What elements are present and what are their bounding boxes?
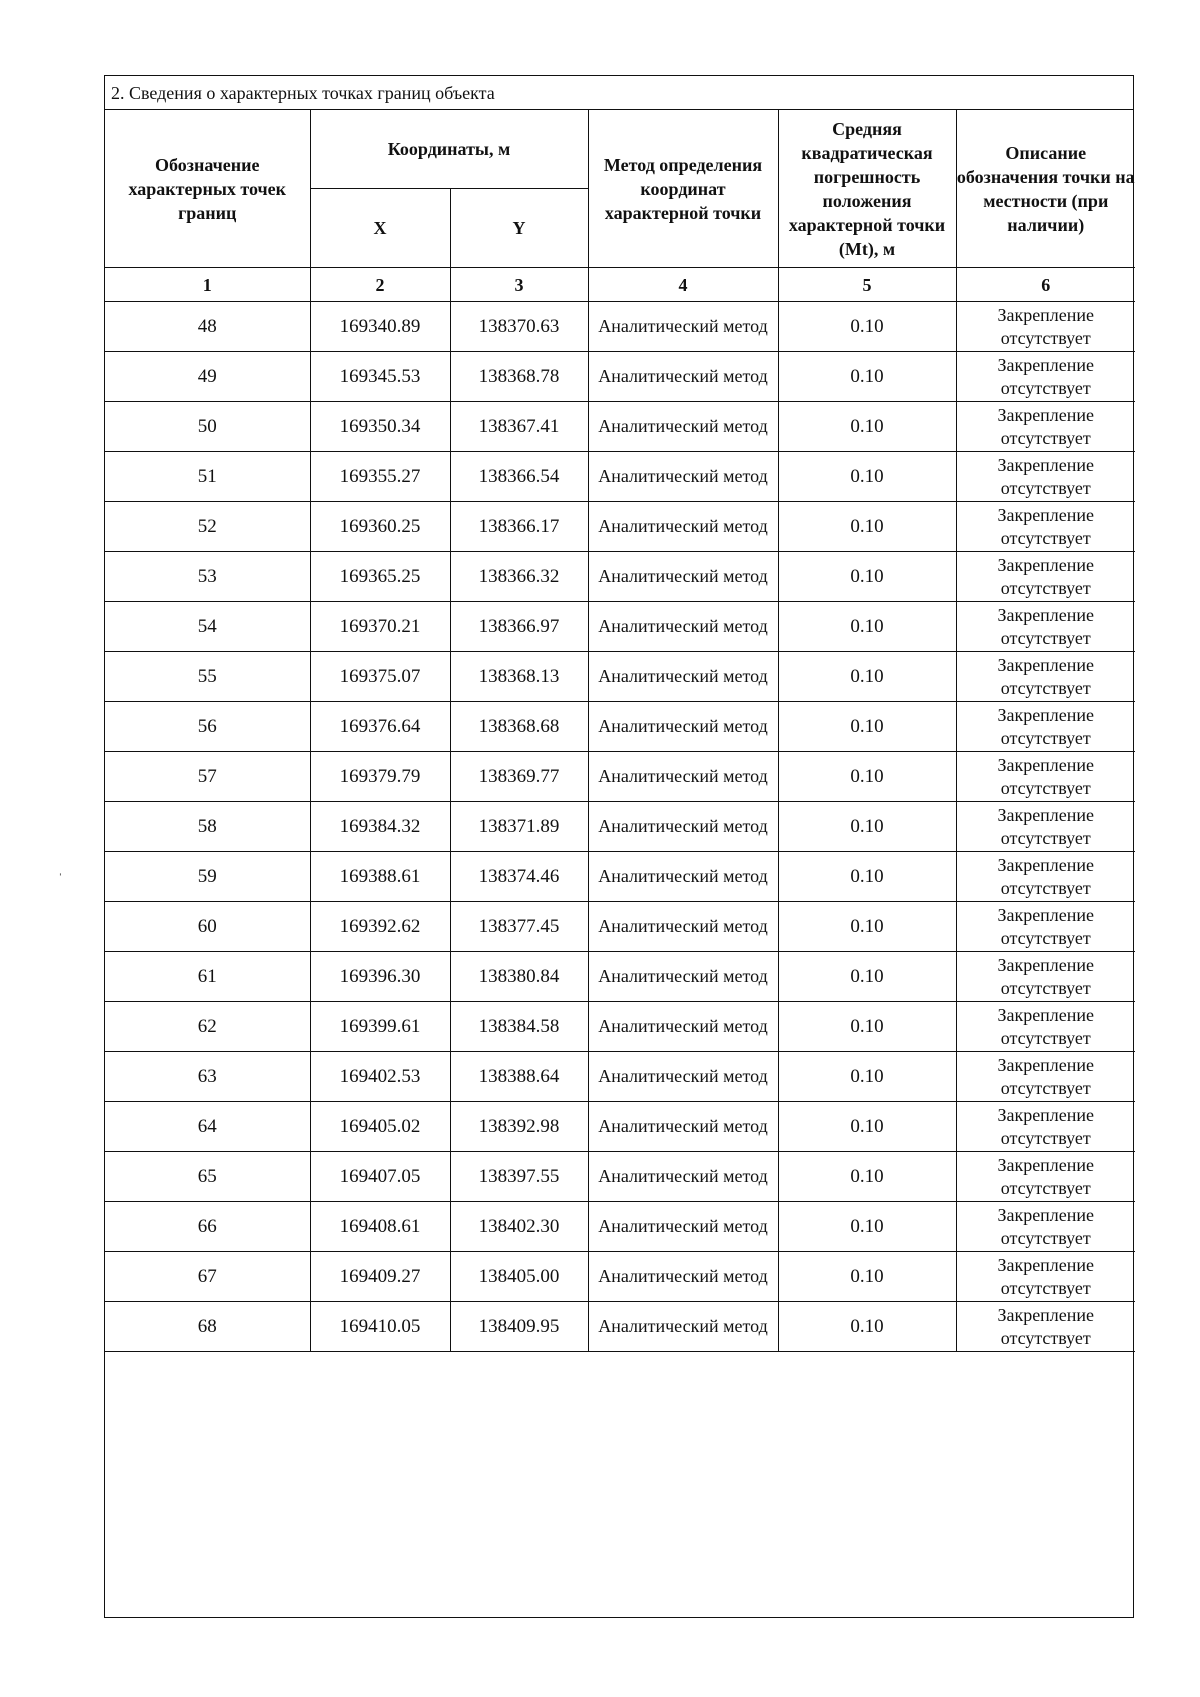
description-cell: Закрепление отсутствует [956, 652, 1135, 702]
table-row [105, 602, 1135, 652]
y-coordinate-cell: 138367.41 [450, 402, 588, 452]
point-id-cell: 52 [105, 502, 310, 552]
description-cell: Закрепление отсутствует [956, 602, 1135, 652]
table-row [105, 302, 1135, 352]
error-cell: 0.10 [778, 402, 956, 452]
method-cell: Аналитический метод [588, 1202, 778, 1252]
header-error: Средняя квадратическая погрешность положения характерной точки (Mt), м [778, 110, 956, 268]
y-coordinate-cell: 138370.63 [450, 302, 588, 352]
method-cell: Аналитический метод [588, 1052, 778, 1102]
error-cell: 0.10 [778, 852, 956, 902]
table-row [105, 952, 1135, 1002]
y-coordinate-cell: 138366.17 [450, 502, 588, 552]
description-cell: Закрепление отсутствует [956, 1052, 1135, 1102]
y-coordinate-cell: 138377.45 [450, 902, 588, 952]
y-coordinate-cell: 138388.64 [450, 1052, 588, 1102]
x-coordinate-cell: 169355.27 [310, 452, 450, 502]
point-id-cell: 51 [105, 452, 310, 502]
description-cell: Закрепление отсутствует [956, 1002, 1135, 1052]
column-number: 6 [956, 268, 1135, 302]
description-cell: Закрепление отсутствует [956, 1252, 1135, 1302]
point-id-cell: 62 [105, 1002, 310, 1052]
method-cell: Аналитический метод [588, 952, 778, 1002]
error-cell: 0.10 [778, 602, 956, 652]
y-coordinate-cell: 138366.32 [450, 552, 588, 602]
table-row [105, 452, 1135, 502]
scan-mark: ˈ [58, 872, 63, 887]
error-cell: 0.10 [778, 452, 956, 502]
point-id-cell: 60 [105, 902, 310, 952]
table-row [105, 1302, 1135, 1352]
table-row [105, 1002, 1135, 1052]
x-coordinate-cell: 169396.30 [310, 952, 450, 1002]
y-coordinate-cell: 138366.97 [450, 602, 588, 652]
y-coordinate-cell: 138405.00 [450, 1252, 588, 1302]
table-row [105, 1102, 1135, 1152]
error-cell: 0.10 [778, 1302, 956, 1352]
description-cell: Закрепление отсутствует [956, 452, 1135, 502]
x-coordinate-cell: 169409.27 [310, 1252, 450, 1302]
description-cell: Закрепление отсутствует [956, 752, 1135, 802]
method-cell: Аналитический метод [588, 352, 778, 402]
error-cell: 0.10 [778, 552, 956, 602]
table-row [105, 1202, 1135, 1252]
point-id-cell: 68 [105, 1302, 310, 1352]
error-cell: 0.10 [778, 1102, 956, 1152]
y-coordinate-cell: 138374.46 [450, 852, 588, 902]
table-row [105, 352, 1135, 402]
point-id-cell: 50 [105, 402, 310, 452]
method-cell: Аналитический метод [588, 1002, 778, 1052]
description-cell: Закрепление отсутствует [956, 502, 1135, 552]
method-cell: Аналитический метод [588, 902, 778, 952]
method-cell: Аналитический метод [588, 1152, 778, 1202]
table-row [105, 1052, 1135, 1102]
point-id-cell: 54 [105, 602, 310, 652]
column-number: 3 [450, 268, 588, 302]
error-cell: 0.10 [778, 1002, 956, 1052]
x-coordinate-cell: 169350.34 [310, 402, 450, 452]
description-cell: Закрепление отсутствует [956, 802, 1135, 852]
description-cell: Закрепление отсутствует [956, 302, 1135, 352]
y-coordinate-cell: 138384.58 [450, 1002, 588, 1052]
description-cell: Закрепление отсутствует [956, 1102, 1135, 1152]
point-id-cell: 67 [105, 1252, 310, 1302]
point-id-cell: 56 [105, 702, 310, 752]
point-id-cell: 59 [105, 852, 310, 902]
method-cell: Аналитический метод [588, 452, 778, 502]
error-cell: 0.10 [778, 702, 956, 752]
method-cell: Аналитический метод [588, 302, 778, 352]
x-coordinate-cell: 169407.05 [310, 1152, 450, 1202]
x-coordinate-cell: 169402.53 [310, 1052, 450, 1102]
header-coordinates: Координаты, м [310, 110, 588, 189]
method-cell: Аналитический метод [588, 602, 778, 652]
x-coordinate-cell: 169376.64 [310, 702, 450, 752]
point-id-cell: 63 [105, 1052, 310, 1102]
x-coordinate-cell: 169410.05 [310, 1302, 450, 1352]
error-cell: 0.10 [778, 902, 956, 952]
error-cell: 0.10 [778, 1202, 956, 1252]
y-coordinate-cell: 138368.13 [450, 652, 588, 702]
description-cell: Закрепление отсутствует [956, 402, 1135, 452]
table-body [105, 302, 1135, 1352]
point-id-cell: 57 [105, 752, 310, 802]
point-id-cell: 65 [105, 1152, 310, 1202]
point-id-cell: 58 [105, 802, 310, 852]
method-cell: Аналитический метод [588, 552, 778, 602]
point-id-cell: 64 [105, 1102, 310, 1152]
point-id-cell: 49 [105, 352, 310, 402]
table-row [105, 852, 1135, 902]
x-coordinate-cell: 169340.89 [310, 302, 450, 352]
y-coordinate-cell: 138371.89 [450, 802, 588, 852]
y-coordinate-cell: 138409.95 [450, 1302, 588, 1352]
point-id-cell: 53 [105, 552, 310, 602]
header-method: Метод определения координат характерной точки [588, 110, 778, 268]
method-cell: Аналитический метод [588, 1102, 778, 1152]
column-number: 1 [105, 268, 310, 302]
table-row [105, 752, 1135, 802]
description-cell: Закрепление отсутствует [956, 702, 1135, 752]
y-coordinate-cell: 138397.55 [450, 1152, 588, 1202]
table-row [105, 802, 1135, 852]
error-cell: 0.10 [778, 652, 956, 702]
error-cell: 0.10 [778, 1252, 956, 1302]
column-number: 4 [588, 268, 778, 302]
method-cell: Аналитический метод [588, 852, 778, 902]
description-cell: Закрепление отсутствует [956, 852, 1135, 902]
table-row [105, 702, 1135, 752]
x-coordinate-cell: 169345.53 [310, 352, 450, 402]
error-cell: 0.10 [778, 502, 956, 552]
x-coordinate-cell: 169388.61 [310, 852, 450, 902]
table-row [105, 502, 1135, 552]
method-cell: Аналитический метод [588, 752, 778, 802]
x-coordinate-cell: 169384.32 [310, 802, 450, 852]
table-row [105, 902, 1135, 952]
method-cell: Аналитический метод [588, 402, 778, 452]
description-cell: Закрепление отсутствует [956, 552, 1135, 602]
header-description: Описание обозначения точки на местности (при наличии) [956, 110, 1135, 268]
x-coordinate-cell: 169405.02 [310, 1102, 450, 1152]
y-coordinate-cell: 138392.98 [450, 1102, 588, 1152]
x-coordinate-cell: 169360.25 [310, 502, 450, 552]
description-cell: Закрепление отсутствует [956, 1202, 1135, 1252]
x-coordinate-cell: 169392.62 [310, 902, 450, 952]
y-coordinate-cell: 138402.30 [450, 1202, 588, 1252]
description-cell: Закрепление отсутствует [956, 352, 1135, 402]
error-cell: 0.10 [778, 1152, 956, 1202]
table-row [105, 552, 1135, 602]
y-coordinate-cell: 138368.68 [450, 702, 588, 752]
x-coordinate-cell: 169375.07 [310, 652, 450, 702]
y-coordinate-cell: 138369.77 [450, 752, 588, 802]
point-id-cell: 66 [105, 1202, 310, 1252]
description-cell: Закрепление отсутствует [956, 1152, 1135, 1202]
x-coordinate-cell: 169379.79 [310, 752, 450, 802]
method-cell: Аналитический метод [588, 502, 778, 552]
method-cell: Аналитический метод [588, 802, 778, 852]
point-id-cell: 61 [105, 952, 310, 1002]
column-number: 2 [310, 268, 450, 302]
point-id-cell: 48 [105, 302, 310, 352]
header-y: Y [450, 189, 588, 268]
x-coordinate-cell: 169365.25 [310, 552, 450, 602]
y-coordinate-cell: 138366.54 [450, 452, 588, 502]
error-cell: 0.10 [778, 802, 956, 852]
document-sheet [104, 75, 1134, 1618]
table-row [105, 1252, 1135, 1302]
x-coordinate-cell: 169399.61 [310, 1002, 450, 1052]
error-cell: 0.10 [778, 352, 956, 402]
section-title: 2. Сведения о характерных точках границ объекта [105, 76, 1133, 110]
description-cell: Закрепление отсутствует [956, 1302, 1135, 1352]
table-row [105, 402, 1135, 452]
method-cell: Аналитический метод [588, 702, 778, 752]
column-number: 5 [778, 268, 956, 302]
error-cell: 0.10 [778, 952, 956, 1002]
method-cell: Аналитический метод [588, 1302, 778, 1352]
description-cell: Закрепление отсутствует [956, 902, 1135, 952]
y-coordinate-cell: 138380.84 [450, 952, 588, 1002]
table-row [105, 1152, 1135, 1202]
boundary-points-table [105, 110, 1135, 1352]
x-coordinate-cell: 169370.21 [310, 602, 450, 652]
x-coordinate-cell: 169408.61 [310, 1202, 450, 1252]
header-x: X [310, 189, 450, 268]
error-cell: 0.10 [778, 1052, 956, 1102]
error-cell: 0.10 [778, 752, 956, 802]
description-cell: Закрепление отсутствует [956, 952, 1135, 1002]
point-id-cell: 55 [105, 652, 310, 702]
table-row [105, 652, 1135, 702]
method-cell: Аналитический метод [588, 652, 778, 702]
method-cell: Аналитический метод [588, 1252, 778, 1302]
error-cell: 0.10 [778, 302, 956, 352]
y-coordinate-cell: 138368.78 [450, 352, 588, 402]
header-designation: Обозначение характерных точек границ [105, 110, 310, 268]
